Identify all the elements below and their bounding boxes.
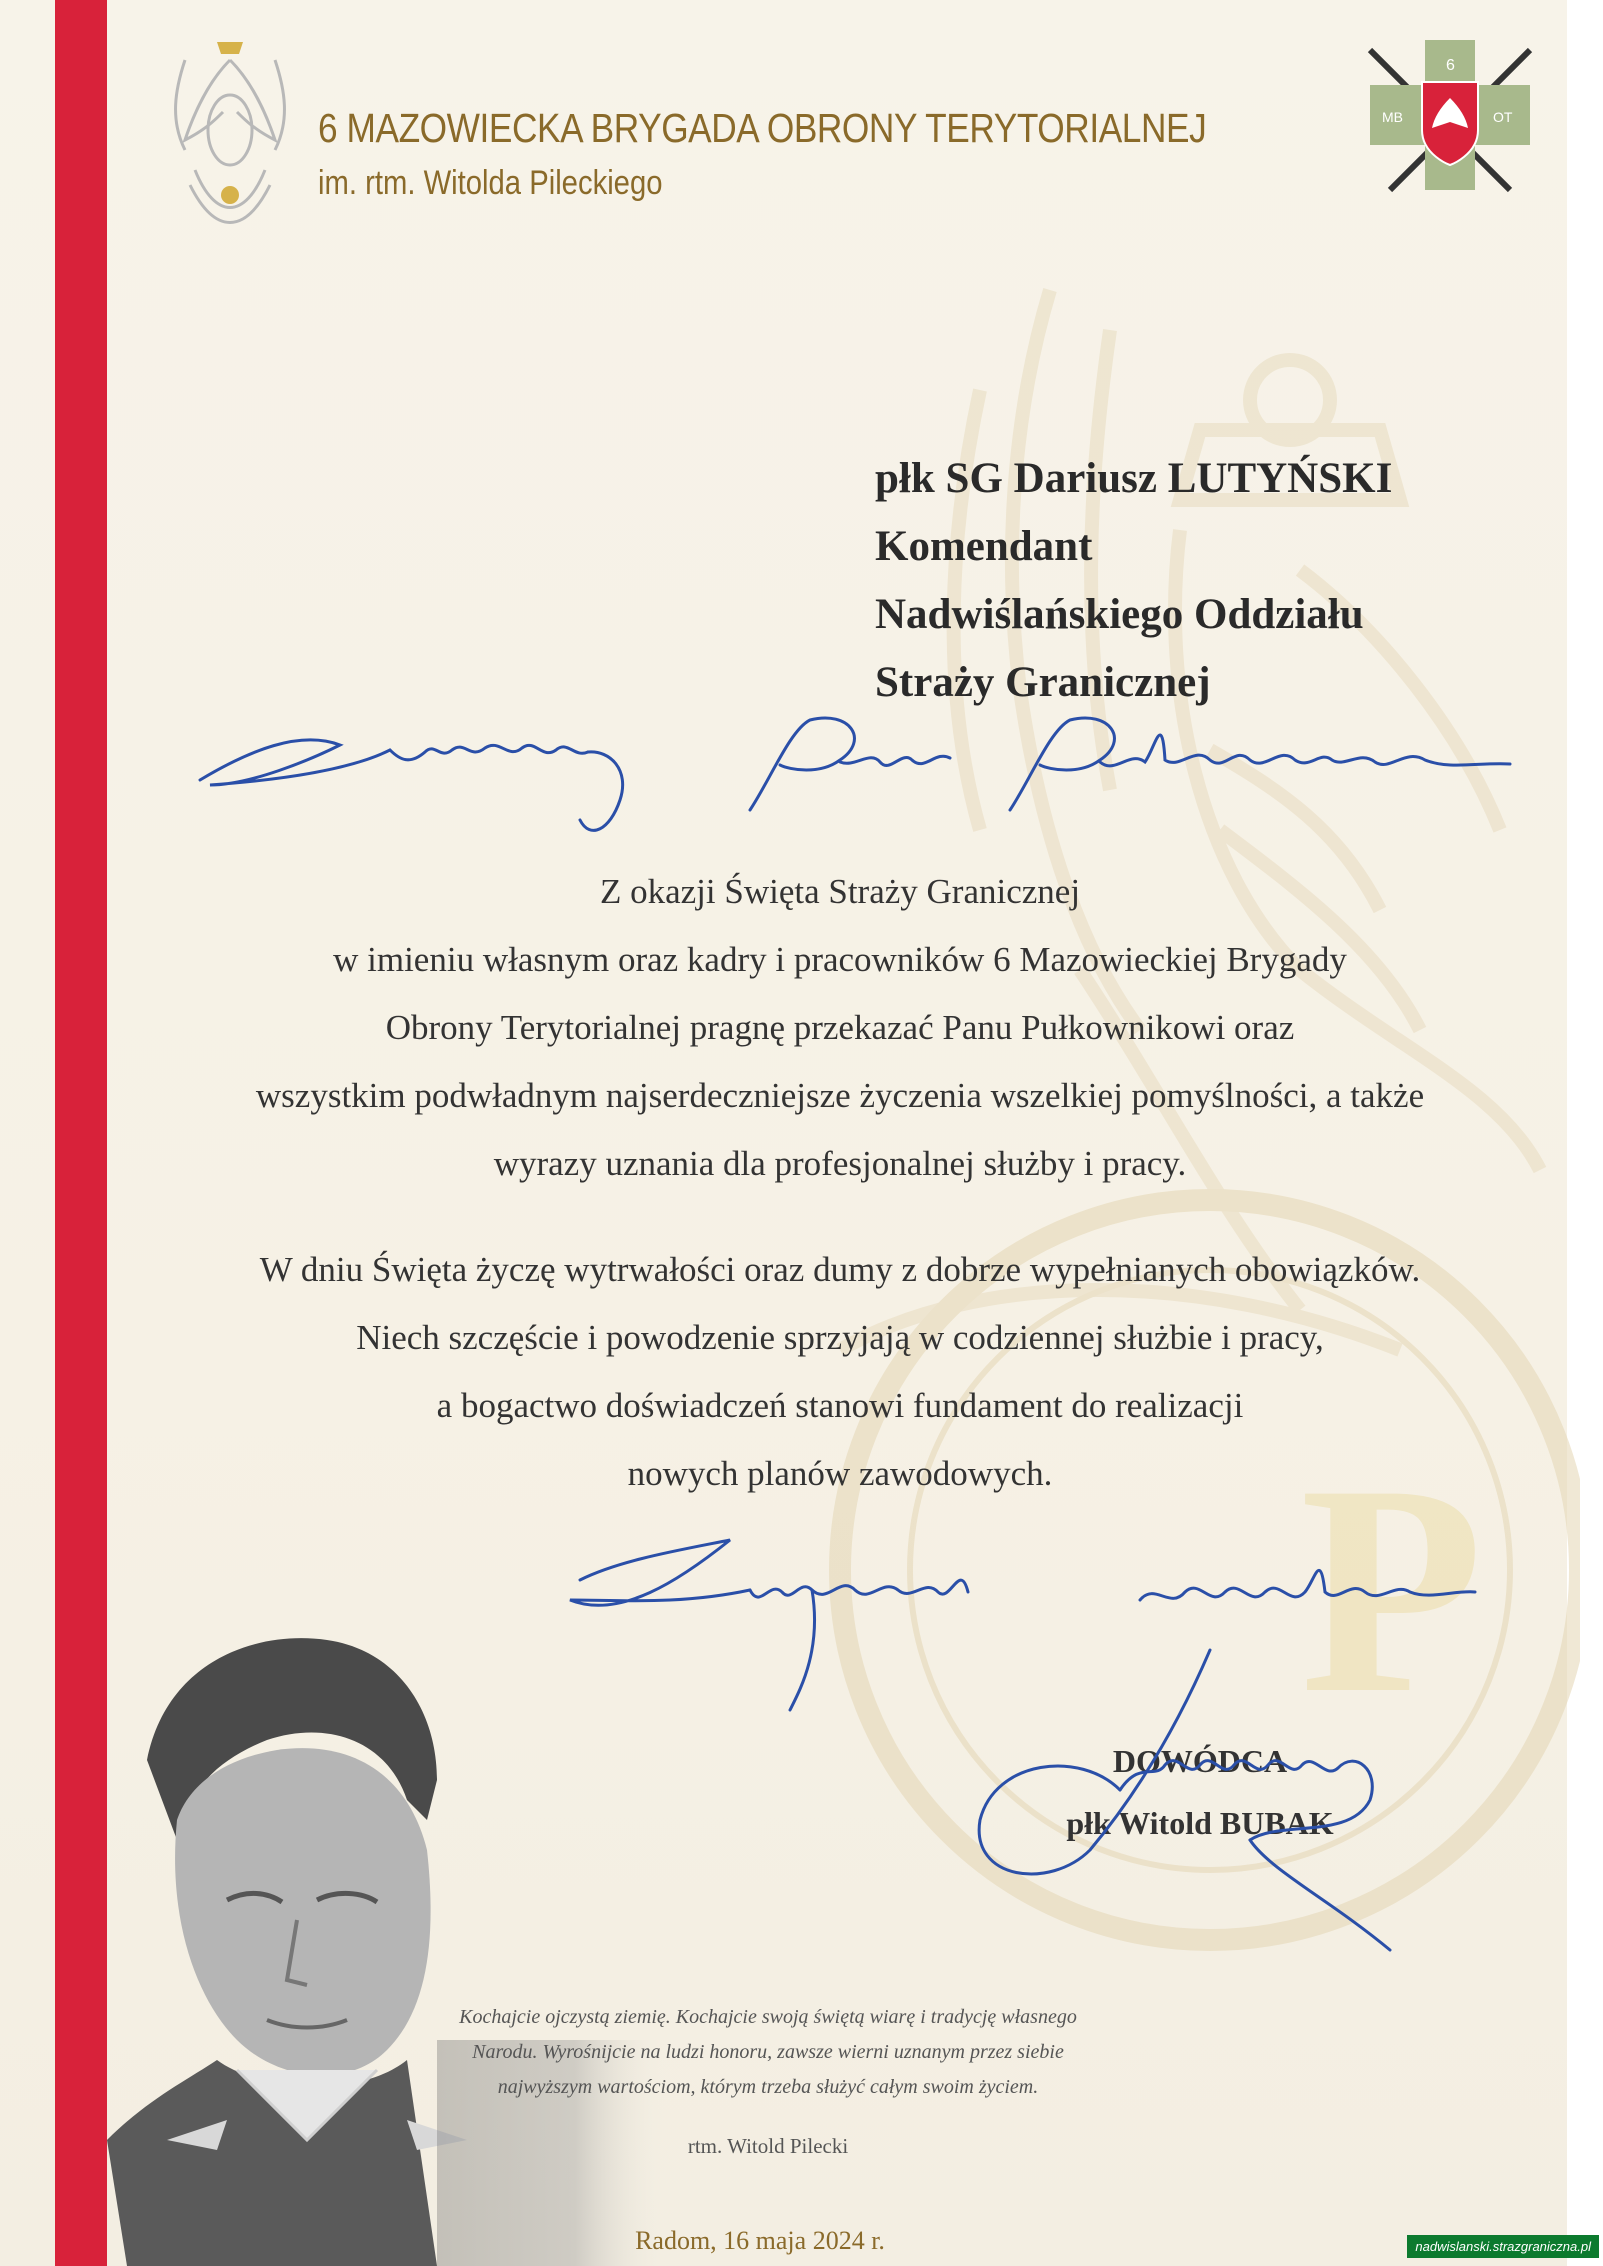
brigade-patron: im. rtm. Witolda Pileckiego [318, 164, 663, 202]
quote-author: rtm. Witold Pilecki [687, 2134, 849, 2158]
pilecki-quote [418, 2000, 1118, 2105]
paragraph-wishes [120, 1236, 1560, 1508]
addressee-unit: Nadwiślańskiego Oddziału [875, 591, 1364, 638]
handwritten-signature [950, 1640, 1450, 1960]
addressee-block [875, 445, 1392, 717]
quote-line: Kochajcie ojczystą ziemię. Kochajcie swoją świętą wiarę i tradycję własnego [459, 2006, 1077, 2028]
commander-name: płk Witold BUBAK [1066, 1805, 1334, 1841]
paragraph-line: wyrazy uznania dla profesjonalnej służby i pracy. [493, 1144, 1187, 1183]
brigade-name: 6 MAZOWIECKA BRYGADA OBRONY TERYTORIALNEJ [318, 105, 1207, 151]
paragraph-line: Z okazji Święta Straży Granicznej [599, 872, 1081, 911]
paragraph-line: w imieniu własnym oraz kadry i pracowników 6 Mazowieckiej Brygady [333, 940, 1347, 979]
paragraph-line: a bogactwo doświadczeń stanowi fundament do realizacji [436, 1386, 1244, 1425]
wot-badge [1360, 30, 1540, 200]
source-watermark-tag: nadwislanski.strazgraniczna.pl [1407, 2235, 1599, 2258]
brigade-eagle-logo [155, 20, 305, 230]
portrait-pilecki [107, 1620, 667, 2266]
svg-text:P: P [1300, 1423, 1484, 1755]
letter-date: Radom, 16 maja 2024 r. [635, 2226, 885, 2255]
red-side-band [55, 0, 107, 2266]
paragraph-line: nowych planów zawodowych. [627, 1454, 1053, 1493]
quote-line: Narodu. Wyrośnijcie na ludzi honoru, zawsze wierni uznanym przez siebie [472, 2041, 1064, 2063]
paragraph-line: Niech szczęście i powodzenie sprzyjają w codziennej służbie i pracy, [356, 1318, 1324, 1357]
paragraph-line: wszystkim podwładnym najserdeczniejsze życzenia wszelkiej pomyślności, a także [255, 1076, 1425, 1115]
paragraph-line: W dniu Święta życzę wytrwałości oraz dumy z dobrze wypełnianych obowiązków. [259, 1250, 1421, 1289]
commander-title: DOWÓDCA [1112, 1743, 1288, 1779]
quote-line: najwyższym wartościom, którym trzeba służyć całym swoim życiem. [497, 2076, 1039, 2098]
paragraph-line: Obrony Terytorialnej pragnę przekazać Panu Pułkownikowi oraz [385, 1008, 1295, 1047]
handwritten-salutation [190, 690, 1520, 840]
addressee-service: Straży Granicznej [875, 659, 1211, 706]
paragraph-greetings [120, 858, 1560, 1198]
addressee-name: płk SG Dariusz LUTYŃSKI [875, 455, 1393, 502]
badge-letter-ot: OT [1493, 109, 1513, 125]
badge-letter-mb: MB [1382, 109, 1403, 125]
addressee-role: Komendant [875, 523, 1093, 570]
badge-letter-6: 6 [1446, 57, 1455, 74]
